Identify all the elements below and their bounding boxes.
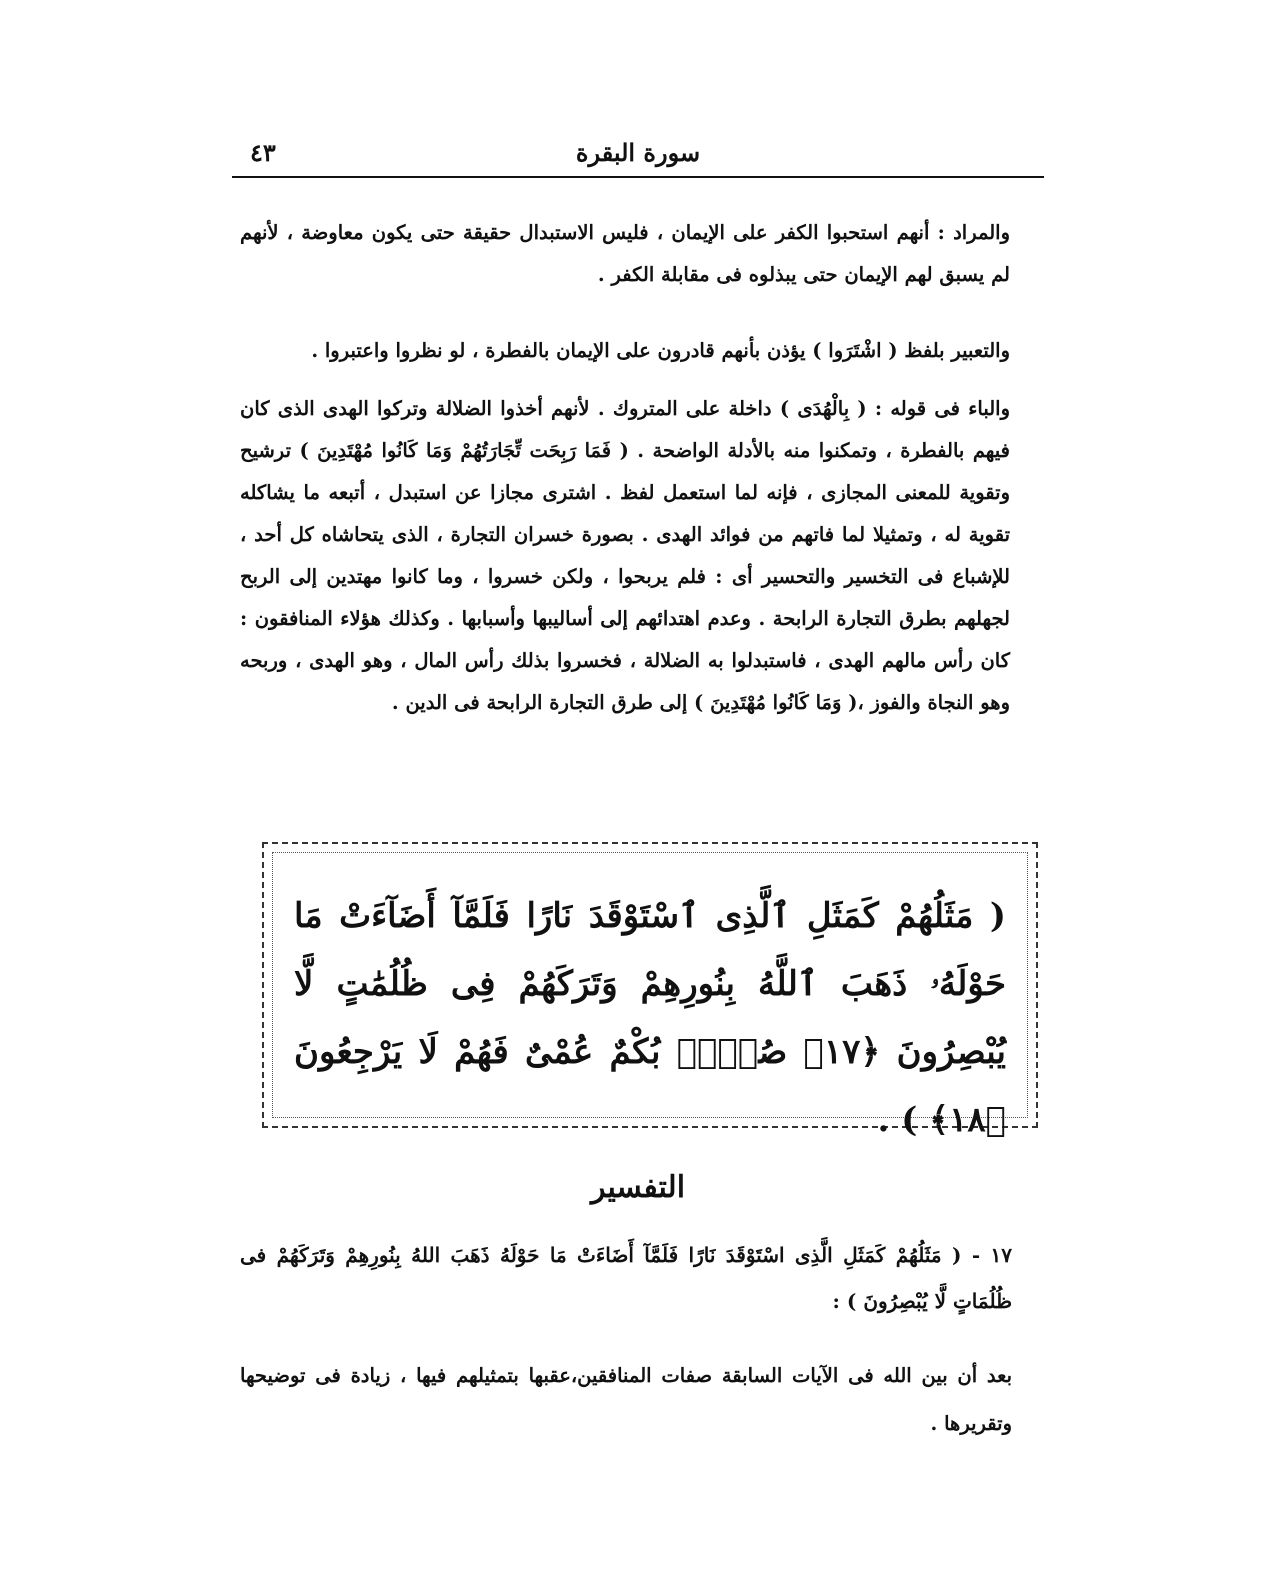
paragraph-meaning xyxy=(240,212,1010,296)
tafsir-heading: التفسير xyxy=(590,1170,686,1205)
paragraph-ba xyxy=(240,388,1010,724)
paragraph-text: والتعبير بلفظ ( اشْتَرَوا ) يؤذن بأنهم قادرون على الإيمان بالفطرة ، لو نظروا واعتبروا . xyxy=(311,339,1010,362)
quran-verse-text: ( مَثَلُهُمْ كَمَثَلِ ٱلَّذِى ٱسْتَوْقَدَ نَارًا فَلَمَّآ أَضَآءَتْ مَا حَوْلَهُۥ ذَهَبَ ٱللَّهُ بِنُورِهِمْ وَتَرَكَهُمْ فِى ظُلُمَٰتٍ لَّا يُبْصِرُونَ ﴿١٧﴾ صُمٌّۢ بُكْمٌ عُمْىٌ فَهُمْ لَا يَرْجِعُونَ ﴿١٨﴾ ) . xyxy=(294,896,1006,1140)
tafsir-paragraph: بعد أن بين الله فى الآيات السابقة صفات المنافقين،عقبها بتمثيلهم فيها ، زيادة فى توضيحها وتقريرها . xyxy=(240,1364,1012,1435)
tafsir-verse: ١٧ - ( مَثَلُهُمْ كَمَثَلِ الَّذِى اسْتَوْقَدَ نَارًا فَلَمَّآ أَضَاءَتْ مَا حَوْلَهُ ذَهَبَ اللهُ بِنُورِهِمْ وَتَرَكَهُمْ فى ظُلُمَاتٍ لَّا يُبْصِرُونَ ) : xyxy=(240,1243,1012,1313)
paragraph-expression xyxy=(240,330,1010,372)
page-header xyxy=(232,132,1044,176)
page-number: ٤٣ xyxy=(250,138,276,167)
quran-verse-frame xyxy=(262,842,1038,1140)
page-title: سورة البقرة xyxy=(575,138,701,167)
paragraph-text: والباء فى قوله : ( بِالْهُدَى ) داخلة على المتروك . لأنهم أخذوا الضلالة وتركوا الهدى الذى كان فيهم بالفطرة ، وتمكنوا منه بالأدلة الواضحة . ( فَمَا رَبِحَت تِّجَارَتُهُمْ وَمَا كَانُوا مُهْتَدِينَ ) ترشيح وتقوية للمعنى المجازى ، فإنه لما استعمل لفظ . اشترى مجازا عن استبدل ، أتبعه ما يشاكله تقوية له ، وتمثيلا لما فاتهم من فوائد الهدى . بصورة خسران التجارة ، الذى يتحاشاه كل أحد ، للإشباع فى التخسير والتحسير أى : فلم يربحوا ، ولكن خسروا ، وما كانوا مهتدين إلى الربح لجهلهم بطرق التجارة الرابحة . وعدم اهتدائهم إلى أساليبها وأسبابها . وكذلك هؤلاء المنافقون : كان رأس مالهم الهدى ، فاستبدلوا به الضلالة ، فخسروا بذلك رأس المال ، وهو الهدى ، وربحه وهو النجاة والفوز ،( وَمَا كَانُوا مُهْتَدِينَ ) إلى طرق التجارة الرابحة فى الدين . xyxy=(240,397,1010,714)
header-divider xyxy=(232,176,1044,178)
paragraph-text: والمراد : أنهم استحبوا الكفر على الإيمان ، فليس الاستبدال حقيقة حتى يكون معاوضة ، لأنهم لم يسبق لهم الإيمان حتى يبذلوه فى مقابلة الكفر . xyxy=(240,221,1010,286)
